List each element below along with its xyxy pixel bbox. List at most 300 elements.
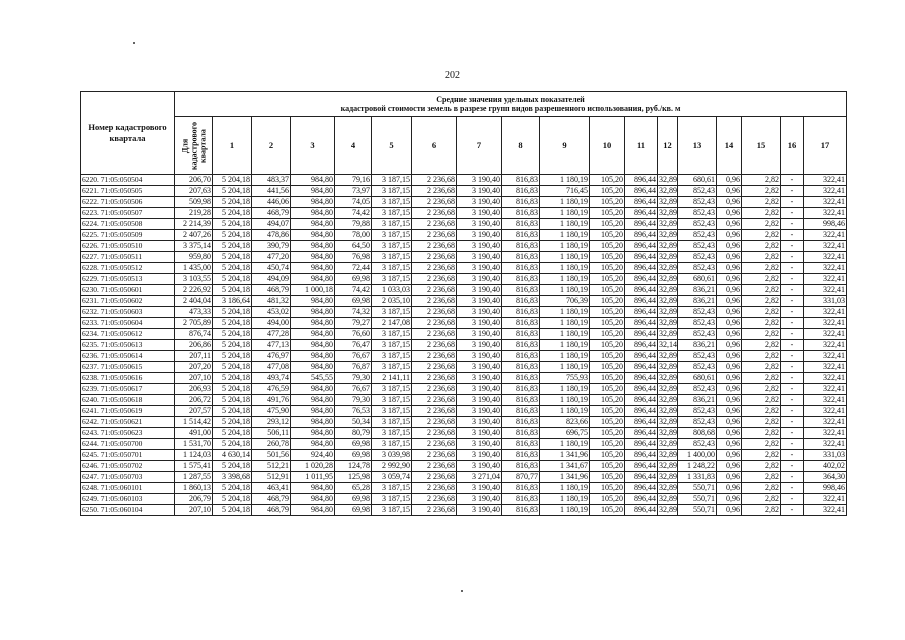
table-cell: 3 190,40 — [457, 329, 502, 340]
table-cell: 3 190,40 — [457, 483, 502, 494]
table-cell: 3 187,15 — [372, 505, 412, 516]
table-cell: - — [781, 285, 804, 296]
table-cell: 491,00 — [175, 428, 213, 439]
table-cell: 816,83 — [502, 208, 540, 219]
table-cell: - — [781, 461, 804, 472]
table-cell: 322,41 — [804, 395, 847, 406]
table-cell: 1 180,19 — [540, 329, 590, 340]
cadastral-quarter-code: 6249. 71:05:060103 — [81, 494, 175, 505]
table-cell: 816,83 — [502, 406, 540, 417]
table-row — [81, 252, 847, 263]
table-cell: 0,96 — [717, 219, 742, 230]
table-cell: - — [781, 175, 804, 186]
table-cell: 2 141,11 — [372, 373, 412, 384]
table-cell: 2 236,68 — [412, 296, 457, 307]
table-cell: - — [781, 197, 804, 208]
table-cell: 959,80 — [175, 252, 213, 263]
cadastral-quarter-code: 6240. 71:05:050618 — [81, 395, 175, 406]
table-cell: 32,89 — [659, 505, 677, 514]
table-cell: 105,20 — [590, 252, 625, 263]
cadastral-quarter-code: 6243. 71:05:050623 — [81, 428, 175, 439]
table-cell: 512,91 — [252, 472, 291, 483]
table-cell: 2,82 — [742, 505, 781, 516]
table-cell: 2,82 — [742, 241, 781, 252]
table-row — [81, 197, 847, 208]
cadastral-quarter-code: 6250. 71:05:060104 — [81, 505, 175, 516]
table-cell: 3 187,15 — [372, 428, 412, 439]
table-cell: 32,89 — [659, 395, 677, 404]
table-cell: 2 407,26 — [175, 230, 213, 241]
table-cell: 5 204,18 — [213, 494, 252, 505]
table-cell: - — [781, 450, 804, 461]
table-cell: 105,20 — [590, 241, 625, 252]
table-cell: 816,83 — [502, 340, 540, 351]
table-cell: 852,43 — [678, 362, 717, 373]
table-cell: 3 059,74 — [372, 472, 412, 483]
table-cell: 3 190,40 — [457, 351, 502, 362]
table-cell: 896,44 — [625, 439, 658, 450]
table-cell: 105,20 — [590, 384, 625, 395]
table-cell: 3 190,40 — [457, 384, 502, 395]
table-cell: 896,44 — [625, 340, 658, 351]
table-cell: 816,83 — [502, 505, 540, 516]
table-cell: 207,63 — [175, 186, 213, 197]
table-cell: - — [781, 274, 804, 285]
table-row — [81, 472, 847, 483]
table-cell: 1 180,19 — [540, 241, 590, 252]
table-cell: 105,20 — [590, 472, 625, 483]
table-row — [81, 318, 847, 329]
table-cell: 2,82 — [742, 362, 781, 373]
table-cell: 984,80 — [291, 483, 335, 494]
table-cell: 896,44 — [625, 450, 658, 461]
table-cell: - — [781, 494, 804, 505]
table-cell: 1 011,95 — [291, 472, 335, 483]
table-cell: 477,28 — [252, 329, 291, 340]
table-cell: 32,89 — [659, 483, 677, 492]
table-cell: 512,21 — [252, 461, 291, 472]
table-cell: 322,41 — [804, 428, 847, 439]
table-cell: 816,83 — [502, 241, 540, 252]
table-cell: 1 180,19 — [540, 483, 590, 494]
table-cell: 896,44 — [625, 461, 658, 472]
table-cell: 852,43 — [678, 219, 717, 230]
table-cell: 72,44 — [335, 263, 372, 274]
table-cell: 836,21 — [678, 395, 717, 406]
table-row — [81, 307, 847, 318]
table-cell: - — [781, 428, 804, 439]
table-cell: 2 236,68 — [412, 406, 457, 417]
column-number-row — [81, 117, 847, 175]
table-cell: 2,82 — [742, 373, 781, 384]
table-cell: 32,89 — [659, 472, 677, 481]
table-cell: 3 103,55 — [175, 274, 213, 285]
table-cell: 124,78 — [335, 461, 372, 472]
table-cell: 468,79 — [252, 285, 291, 296]
table-cell: 2 236,68 — [412, 208, 457, 219]
table-row — [81, 241, 847, 252]
table-cell: 816,83 — [502, 263, 540, 274]
table-cell: 2 236,68 — [412, 505, 457, 516]
table-body — [81, 175, 847, 516]
table-cell: 5 204,18 — [213, 384, 252, 395]
table-cell: 716,45 — [540, 186, 590, 197]
table-row — [81, 340, 847, 351]
table-cell: 322,41 — [804, 263, 847, 274]
table-cell: 105,20 — [590, 263, 625, 274]
column-number-header: 14 — [717, 117, 742, 175]
cadastral-quarter-code: 6242. 71:05:050621 — [81, 417, 175, 428]
table-cell: 5 204,18 — [213, 351, 252, 362]
table-cell: 105,20 — [590, 373, 625, 384]
table-cell: 984,80 — [291, 340, 335, 351]
table-cell: 984,80 — [291, 175, 335, 186]
table-cell: 2 236,68 — [412, 450, 457, 461]
table-cell: 468,79 — [252, 494, 291, 505]
table-row — [81, 351, 847, 362]
table-cell: 896,44 — [625, 307, 658, 318]
table-cell: 823,66 — [540, 417, 590, 428]
table-cell: 545,55 — [291, 373, 335, 384]
table-cell: 3 271,04 — [457, 472, 502, 483]
table-cell: 896,44 — [625, 296, 658, 307]
column-number-header: 6 — [412, 117, 457, 175]
table-cell: 816,83 — [502, 450, 540, 461]
table-cell: 331,03 — [804, 450, 847, 461]
table-cell: 32,89 — [659, 384, 677, 393]
table-cell: 2,82 — [742, 340, 781, 351]
table-cell: 5 204,18 — [213, 329, 252, 340]
table-cell: 5 204,18 — [213, 461, 252, 472]
table-cell: 2,82 — [742, 384, 781, 395]
table-cell: 322,41 — [804, 439, 847, 450]
table-cell: 3 187,15 — [372, 384, 412, 395]
table-cell: 3 187,15 — [372, 439, 412, 450]
table-cell: 816,83 — [502, 219, 540, 230]
table-cell: 816,83 — [502, 307, 540, 318]
cadastral-quarter-code: 6246. 71:05:050702 — [81, 461, 175, 472]
table-cell: 206,72 — [175, 395, 213, 406]
table-cell: 1 341,96 — [540, 450, 590, 461]
table-cell: 1 287,55 — [175, 472, 213, 483]
table-cell: 1 860,13 — [175, 483, 213, 494]
table-cell: 2 035,10 — [372, 296, 412, 307]
table-row — [81, 439, 847, 450]
table-cell: 322,41 — [804, 274, 847, 285]
table-cell: 5 204,18 — [213, 186, 252, 197]
table-cell: 105,20 — [590, 428, 625, 439]
table-cell: 680,61 — [678, 175, 717, 186]
table-cell: 816,83 — [502, 395, 540, 406]
table-cell: 1 248,22 — [678, 461, 717, 472]
table-cell: 852,43 — [678, 241, 717, 252]
table-cell: 2,82 — [742, 175, 781, 186]
table-cell: 0,96 — [717, 285, 742, 296]
table-cell: 483,37 — [252, 175, 291, 186]
table-cell: 2,82 — [742, 417, 781, 428]
table-cell: 984,80 — [291, 428, 335, 439]
table-cell: 32,89 — [659, 186, 677, 195]
table-cell: 3 190,40 — [457, 417, 502, 428]
table-cell: 984,80 — [291, 274, 335, 285]
table-cell: 816,83 — [502, 373, 540, 384]
table-cell: 475,90 — [252, 406, 291, 417]
table-cell: 3 187,15 — [372, 406, 412, 417]
table-row — [81, 230, 847, 241]
table-cell: - — [781, 263, 804, 274]
table-cell: 696,75 — [540, 428, 590, 439]
table-cell: 816,83 — [502, 494, 540, 505]
table-cell: 896,44 — [625, 362, 658, 373]
table-cell: 322,41 — [804, 230, 847, 241]
table-cell: 984,80 — [291, 208, 335, 219]
table-cell: 5 204,18 — [213, 219, 252, 230]
table-cell: 852,43 — [678, 197, 717, 208]
table-cell: 1 180,19 — [540, 208, 590, 219]
table-cell: 896,44 — [625, 505, 658, 516]
table-cell: 896,44 — [625, 384, 658, 395]
header-title — [175, 92, 847, 117]
table-cell: 2 236,68 — [412, 318, 457, 329]
table-cell: 69,98 — [335, 494, 372, 505]
table-cell: - — [781, 406, 804, 417]
table-cell: 50,34 — [335, 417, 372, 428]
table-cell: 0,96 — [717, 461, 742, 472]
table-row — [81, 483, 847, 494]
table-cell: 32,89 — [659, 197, 677, 206]
table-cell: 816,83 — [502, 428, 540, 439]
table-cell: 105,20 — [590, 395, 625, 406]
table-row — [81, 395, 847, 406]
table-cell: 984,80 — [291, 307, 335, 318]
column-number-header: 3 — [291, 117, 335, 175]
table-cell: 32,89 — [659, 439, 677, 448]
table-cell: 206,79 — [175, 494, 213, 505]
table-cell: 2,82 — [742, 351, 781, 362]
table-cell: 491,76 — [252, 395, 291, 406]
table-cell: 105,20 — [590, 318, 625, 329]
table-cell: 105,20 — [590, 208, 625, 219]
table-cell: 816,83 — [502, 285, 540, 296]
table-cell: 322,41 — [804, 373, 847, 384]
cadastral-quarter-code: 6229. 71:05:050513 — [81, 274, 175, 285]
table-cell: 2 147,08 — [372, 318, 412, 329]
table-cell: 105,20 — [590, 439, 625, 450]
table-cell: 816,83 — [502, 329, 540, 340]
table-cell: 2 236,68 — [412, 219, 457, 230]
table-cell: 76,67 — [335, 351, 372, 362]
table-cell: 3 190,40 — [457, 219, 502, 230]
table-cell: 105,20 — [590, 351, 625, 362]
table-cell: 32,89 — [659, 362, 677, 371]
table-cell: 2,82 — [742, 307, 781, 318]
header-code-column: Номер кадастрового квартала — [81, 92, 175, 175]
table-cell: 3 187,15 — [372, 417, 412, 428]
table-cell: 896,44 — [625, 208, 658, 219]
table-cell: 816,83 — [502, 175, 540, 186]
table-cell: 2 236,68 — [412, 483, 457, 494]
table-cell: 260,78 — [252, 439, 291, 450]
table-cell: 896,44 — [625, 406, 658, 417]
table-cell: 984,80 — [291, 329, 335, 340]
table-cell: 79,30 — [335, 373, 372, 384]
table-cell: 0,96 — [717, 230, 742, 241]
column-number-header: 9 — [540, 117, 590, 175]
table-cell: - — [781, 505, 804, 516]
table-row — [81, 274, 847, 285]
table-cell: 852,43 — [678, 263, 717, 274]
table-cell: 5 204,18 — [213, 197, 252, 208]
table-cell: 73,97 — [335, 186, 372, 197]
table-cell: 494,00 — [252, 318, 291, 329]
table-cell: 32,89 — [659, 461, 677, 470]
table-cell: 984,80 — [291, 230, 335, 241]
table-cell: 984,80 — [291, 219, 335, 230]
table-cell: 5 204,18 — [213, 340, 252, 351]
table-cell: 3 187,15 — [372, 274, 412, 285]
table-cell: 852,43 — [678, 252, 717, 263]
table-row — [81, 461, 847, 472]
table-cell: 0,96 — [717, 175, 742, 186]
table-cell: 3 190,40 — [457, 307, 502, 318]
table-cell: 3 039,98 — [372, 450, 412, 461]
table-cell: 816,83 — [502, 274, 540, 285]
table-cell: 74,42 — [335, 285, 372, 296]
table-cell: 473,33 — [175, 307, 213, 318]
table-cell: 3 190,40 — [457, 175, 502, 186]
table-cell: 0,96 — [717, 428, 742, 439]
table-cell: 3 187,15 — [372, 340, 412, 351]
table-cell: 2 236,68 — [412, 362, 457, 373]
table-cell: 2,82 — [742, 318, 781, 329]
table-cell: 206,70 — [175, 175, 213, 186]
table-cell: 3 187,15 — [372, 307, 412, 318]
table-cell: 2 404,04 — [175, 296, 213, 307]
table-cell: 322,41 — [804, 384, 847, 395]
table-cell: 207,11 — [175, 351, 213, 362]
table-cell: 364,30 — [804, 472, 847, 483]
table-cell: 896,44 — [625, 285, 658, 296]
table-cell: 322,41 — [804, 318, 847, 329]
table-cell: 5 204,18 — [213, 428, 252, 439]
table-cell: - — [781, 439, 804, 450]
header-title-line1: Средние значения удельных показателей — [436, 95, 585, 104]
table-cell: 816,83 — [502, 439, 540, 450]
table-row — [81, 285, 847, 296]
table-cell: 322,41 — [804, 406, 847, 417]
table-cell: 1 514,42 — [175, 417, 213, 428]
table-cell: 331,03 — [804, 296, 847, 307]
table-cell: 3 187,15 — [372, 197, 412, 208]
table-cell: 3 190,40 — [457, 241, 502, 252]
table-cell: - — [781, 208, 804, 219]
table-cell: 852,43 — [678, 318, 717, 329]
table-cell: 3 187,15 — [372, 263, 412, 274]
table-cell: 3 190,40 — [457, 296, 502, 307]
table-cell: 477,20 — [252, 252, 291, 263]
table-cell: 32,89 — [659, 296, 677, 305]
table-cell: 852,43 — [678, 417, 717, 428]
table-cell: 3 187,15 — [372, 494, 412, 505]
table-cell: 453,02 — [252, 307, 291, 318]
table-cell: 2 236,68 — [412, 395, 457, 406]
table-cell: 105,20 — [590, 417, 625, 428]
table-cell: 984,80 — [291, 296, 335, 307]
table-cell: 79,16 — [335, 175, 372, 186]
table-cell: 3 187,15 — [372, 351, 412, 362]
table-cell: 3 187,15 — [372, 252, 412, 263]
table-cell: 3 187,15 — [372, 483, 412, 494]
table-cell: 1 180,19 — [540, 384, 590, 395]
table-cell: 3 190,40 — [457, 230, 502, 241]
table-cell: 896,44 — [625, 318, 658, 329]
table-cell: 984,80 — [291, 351, 335, 362]
table-cell: 32,89 — [659, 329, 677, 338]
table-cell: 76,67 — [335, 384, 372, 395]
table-cell: 5 204,18 — [213, 307, 252, 318]
table-row — [81, 417, 847, 428]
table-cell: 2 236,68 — [412, 340, 457, 351]
table-cell: 816,83 — [502, 417, 540, 428]
table-cell: 2 236,68 — [412, 175, 457, 186]
table-cell: 2,82 — [742, 219, 781, 230]
table-row — [81, 208, 847, 219]
table-cell: 3 190,40 — [457, 263, 502, 274]
table-cell: 481,32 — [252, 296, 291, 307]
table-row — [81, 406, 847, 417]
table-cell: 1 180,19 — [540, 362, 590, 373]
table-cell: 0,96 — [717, 450, 742, 461]
table-cell: 3 190,40 — [457, 439, 502, 450]
table-cell: 816,83 — [502, 186, 540, 197]
table-cell: 5 204,18 — [213, 505, 252, 516]
table-cell: 0,96 — [717, 505, 742, 516]
table-cell: 984,80 — [291, 384, 335, 395]
table-cell: 1 000,18 — [291, 285, 335, 296]
column-number-header: 13 — [678, 117, 717, 175]
table-cell: 32,89 — [659, 417, 677, 426]
table-cell: 2,82 — [742, 439, 781, 450]
table-cell: 2,82 — [742, 472, 781, 483]
cadastral-quarter-code: 6237. 71:05:050615 — [81, 362, 175, 373]
table-cell: 3 190,40 — [457, 318, 502, 329]
table-cell: 32,89 — [659, 252, 677, 261]
column-number-header: 1 — [213, 117, 252, 175]
table-cell: 0,96 — [717, 373, 742, 384]
table-cell: 105,20 — [590, 219, 625, 230]
table-cell: - — [781, 472, 804, 483]
table-cell: 105,20 — [590, 406, 625, 417]
table-cell: 550,71 — [678, 494, 717, 505]
table-cell: 984,80 — [291, 417, 335, 428]
table-cell: 3 190,40 — [457, 197, 502, 208]
table-cell: - — [781, 483, 804, 494]
cadastral-quarter-code: 6244. 71:05:050700 — [81, 439, 175, 450]
table-cell: 3 398,68 — [213, 472, 252, 483]
table-cell: 3 187,15 — [372, 230, 412, 241]
column-number-header: 5 — [372, 117, 412, 175]
table-cell: 206,93 — [175, 384, 213, 395]
table-cell: 2 236,68 — [412, 417, 457, 428]
table-cell: 5 204,18 — [213, 252, 252, 263]
table-cell: 3 187,15 — [372, 175, 412, 186]
table-cell: - — [781, 373, 804, 384]
table-cell: 5 204,18 — [213, 175, 252, 186]
table-cell: 706,39 — [540, 296, 590, 307]
table-cell: 322,41 — [804, 186, 847, 197]
table-cell: 76,53 — [335, 406, 372, 417]
table-cell: 32,89 — [659, 406, 677, 415]
